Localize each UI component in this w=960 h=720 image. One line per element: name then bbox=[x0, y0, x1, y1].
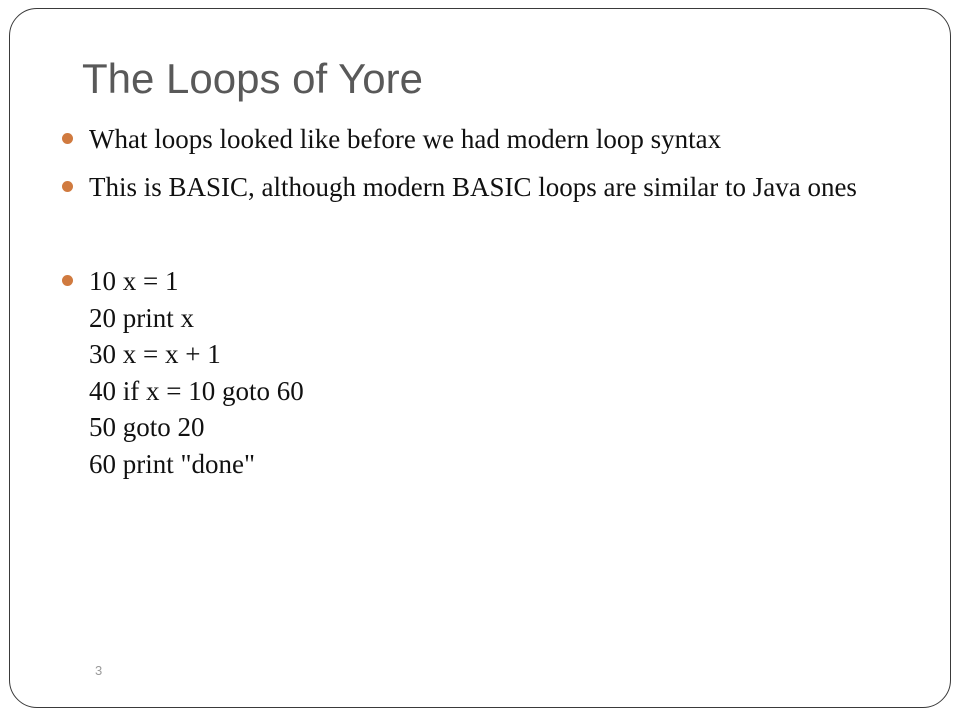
code-line: 40 if x = 10 goto 60 bbox=[89, 375, 304, 406]
bullet-dot-icon bbox=[62, 181, 73, 192]
page-number: 3 bbox=[95, 663, 103, 678]
bullet-text: This is BASIC, although modern BASIC loops are similar to Java ones bbox=[89, 172, 857, 202]
code-line: 60 print "done" bbox=[89, 448, 256, 479]
code-line: 10 x = 1 bbox=[89, 266, 179, 296]
bullet-dot-icon bbox=[62, 133, 73, 144]
bullet-item bbox=[62, 121, 902, 157]
bullet-text: What loops looked like before we had modern loop syntax bbox=[89, 124, 722, 154]
slide-title: The Loops of Yore bbox=[82, 55, 423, 102]
slide-content bbox=[62, 121, 902, 494]
code-line: 30 x = x + 1 bbox=[89, 339, 221, 369]
code-line: 50 goto 20 bbox=[89, 412, 205, 442]
bullet-item bbox=[62, 169, 902, 205]
code-bullet bbox=[62, 263, 902, 482]
code-line: 20 print x bbox=[89, 302, 194, 333]
bullet-dot-icon bbox=[62, 275, 73, 286]
